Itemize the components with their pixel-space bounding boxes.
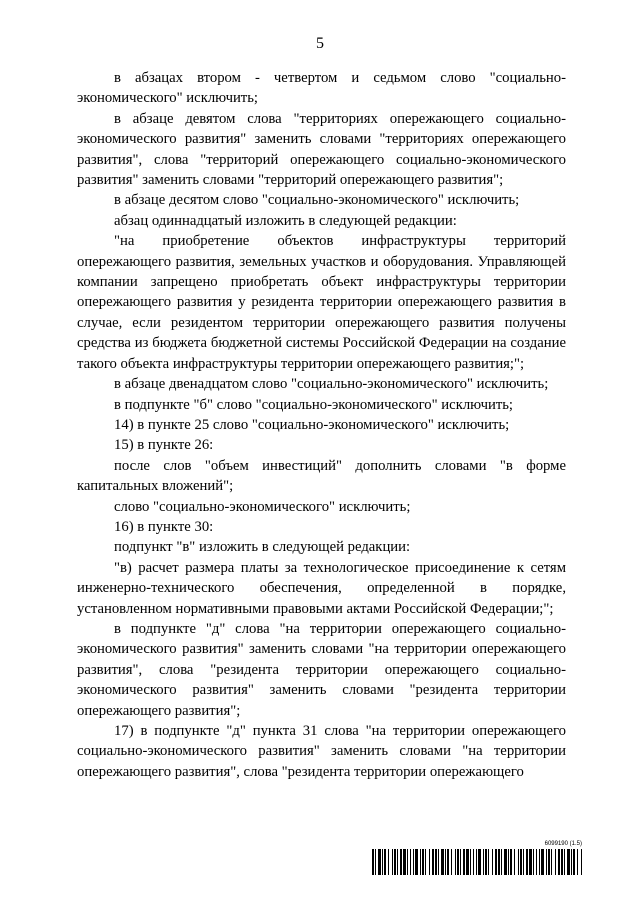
paragraph: после слов "объем инвестиций" дополнить словами "в форме капитальных вложений"; [77, 457, 566, 495]
document-code: 6099190 (1.5) [544, 841, 582, 847]
paragraph: в абзаце двенадцатом слово "социально-экономического" исключить; [114, 376, 549, 393]
paragraph: 16) в пункте 30: [114, 518, 214, 535]
paragraph: в подпункте "б" слово "социально-экономического" исключить; [114, 396, 514, 413]
paragraph: в абзаце девятом слова "территориях опережающего социально-экономического развития" заменить словами "территориях опережающего развития", слова "территорий опережающего социально-экономического развития" заменить словами "территорий опережающего развития"; [77, 110, 566, 189]
paragraph: 14) в пункте 25 слово "социально-экономического" исключить; [114, 416, 510, 433]
paragraph: в абзацах втором - четвертом и седьмом слово "социально-экономического" исключить; [77, 70, 566, 107]
paragraph: в абзаце десятом слово "социально-экономического" исключить; [114, 192, 520, 209]
page-number: 5 [316, 35, 324, 52]
paragraph: 17) в подпункте "д" пункта 31 слова "на территории опережающего социально-экономического развития" заменить словами "на территории опережающего развития", слова "резидента территории опережающего [77, 723, 566, 780]
paragraph: в подпункте "д" слова "на территории опережающего социально-экономического развития" заменить словами "на территории опережающего развития", слова "резидента территории опережающего социально-экономического развития" заменить словами "резидента территории опережающего развития"; [77, 620, 566, 719]
paragraph: "на приобретение объектов инфраструктуры территорий опережающего развития, земельных участков и оборудования. Управляющей компании запрещено приобретать объект инфраструктуры территории опережающего развития у резидента территории опережающего развития в случае, если резидентом территории опережающего развития получены средства из бюджета бюджетной системы Российской Федерации на создание такого объекта инфраструктуры территории опережающего развития;"; [77, 233, 566, 372]
paragraph: слово "социально-экономического" исключить; [114, 498, 411, 515]
document-body [77, 68, 566, 782]
paragraph: "в) расчет размера платы за технологическое присоединение к сетям инженерно-технического обеспечения, определенной в порядке, установленном нормативными правовыми актами Российской Федерации;"; [77, 559, 566, 617]
paragraph: подпункт "в" изложить в следующей редакции: [114, 539, 411, 556]
paragraph: 15) в пункте 26: [114, 437, 214, 454]
barcode-icon [372, 849, 582, 875]
paragraph: абзац одиннадцатый изложить в следующей редакции: [114, 212, 457, 229]
